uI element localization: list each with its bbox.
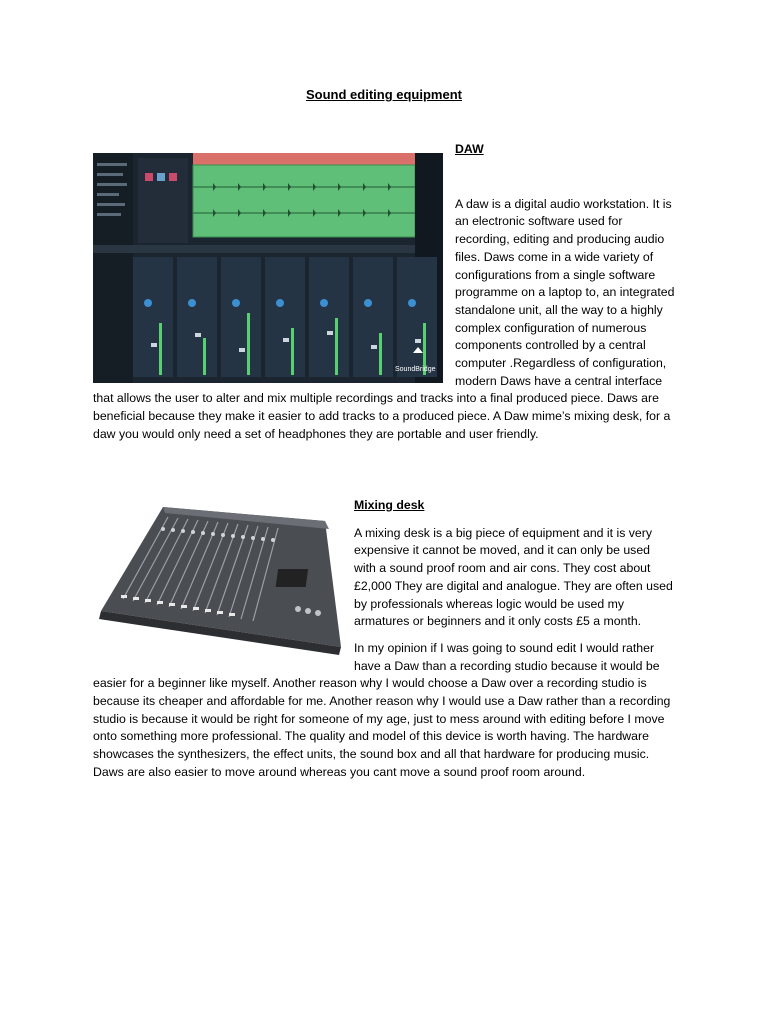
daw-software-screenshot (93, 153, 443, 383)
daw-heading: DAW (455, 142, 484, 156)
opinion-paragraph: In my opinion if I was going to sound edit I would rather have a Daw than a recording studio because it would be easier for a beginner like myself. Another reason why I would choose a Daw over a recording studio is because its cheaper and affordable for me. Another reason why I would use a Daw rather than a recording studio is because it would be right for someone of my age, just to mess around with editing before I move onto something more professional. The quality and model of this device is worth having. The hardware showcases the synthesizers, the effect units, the sound box and all that hardware for producing music. Daws are also easier to move around whereas you cant move a sound proof room around. (93, 640, 671, 779)
mixing-desk-photo (93, 499, 348, 669)
daw-paragraph: A daw is a digital audio workstation. It is an electronic software used for recording, editing and producing audio files. Daws come in a wide variety of configurations from a single software programme on a laptop to, an integrated standalone unit, all the way to a highly complex configuration of numerous components controlled by a central computer .Regardless of configuration, modern Daws have a central interface that allows the user to alter and mix multiple recordings and tracks into a final produced piece. Daws are beneficial because they make it easier to add tracks to a produced piece. A Daw mime’s mixing desk, for a daw you would only need a set of headphones they are portable and user friendly. (93, 196, 675, 441)
soundbridge-logo: SoundBridge (395, 366, 436, 373)
mixing-desk-section (93, 497, 675, 782)
mixing-desk-paragraph: A mixing desk is a big piece of equipment and it is very expensive it cannot be moved, and it can only be used with a sound proof room and air cons. They cost about £2,000 They are digital and analogue. They are often used by professionals whereas logic would be used my armatures or beginners and it only costs £5 a month. (354, 525, 673, 629)
mixing-desk-heading: Mixing desk (354, 498, 425, 512)
document-title: Sound editing equipment (306, 87, 462, 102)
daw-section (93, 141, 675, 444)
